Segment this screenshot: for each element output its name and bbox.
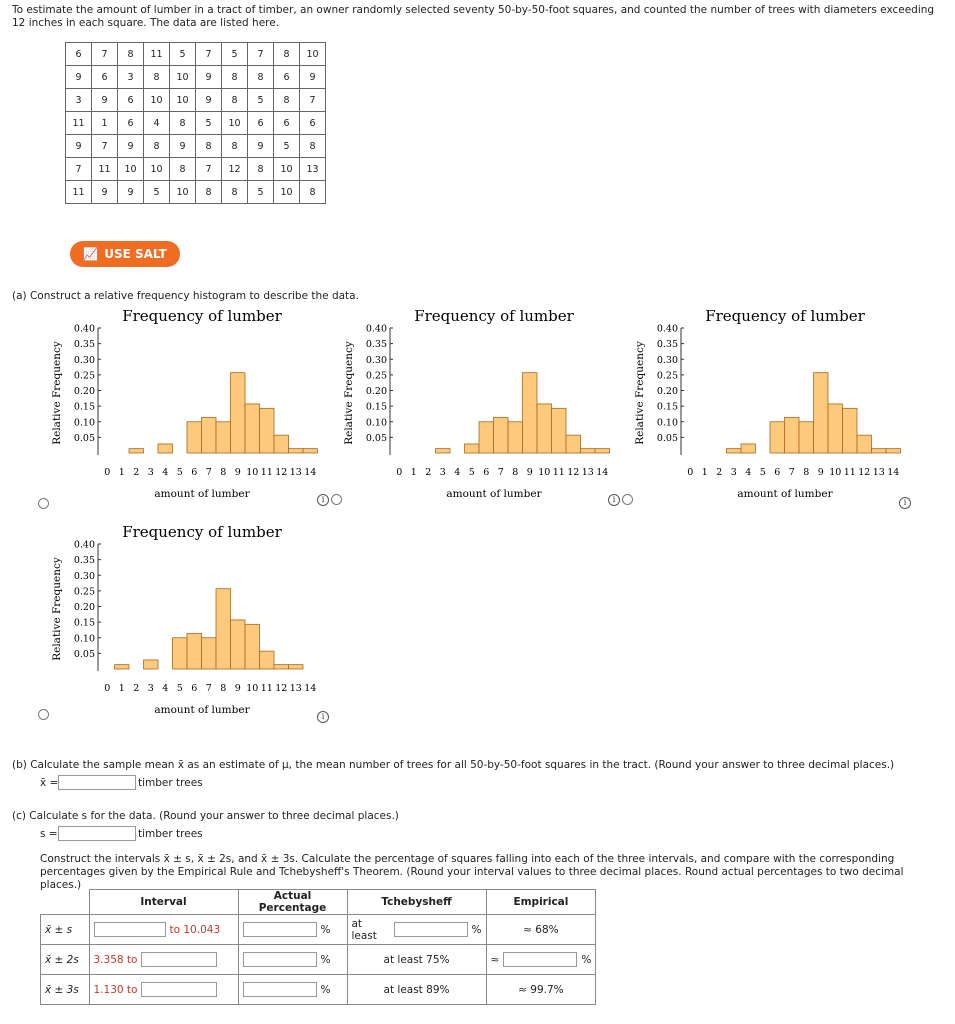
grid-cell: 10 — [274, 181, 300, 204]
grid-cell: 3 — [118, 66, 144, 89]
histogram-bar — [770, 422, 785, 453]
interval-upper-input[interactable] — [141, 952, 217, 967]
grid-cell: 6 — [274, 66, 300, 89]
histogram-bar — [202, 638, 217, 669]
grid-cell: 8 — [274, 43, 300, 66]
x-axis-label: amount of lumber — [154, 704, 250, 716]
y-tick-label: 0.25 — [656, 370, 678, 382]
salt-label: USE SALT — [104, 247, 167, 261]
table-row — [41, 945, 596, 975]
y-tick-label: 0.40 — [365, 323, 387, 335]
x-tick-label: 11 — [260, 683, 273, 694]
table-row — [41, 975, 596, 1005]
interval-upper-input[interactable] — [141, 982, 217, 997]
grid-cell: 9 — [92, 89, 118, 112]
grid-cell: 8 — [300, 135, 326, 158]
grid-cell: 9 — [66, 135, 92, 158]
x-tick-label: 13 — [581, 467, 594, 478]
pct-sign: % — [320, 953, 331, 966]
histogram-bar — [566, 435, 581, 453]
x-tick-label: 3 — [147, 683, 154, 694]
row-label: x̄ ± s — [41, 915, 90, 945]
y-tick-label: 0.20 — [73, 602, 95, 613]
x-tick-label: 9 — [817, 467, 824, 478]
x-tick-label: 4 — [162, 683, 169, 694]
histogram-bar — [436, 449, 451, 453]
grid-cell: 4 — [144, 112, 170, 135]
grid-cell: 8 — [274, 89, 300, 112]
histogram-bar — [231, 620, 246, 669]
construct-instructions: Construct the intervals x̄ ± s, x̄ ± 2s, and x̄ ± 3s. Calculate the percentage of squares falling into each of the three intervals, and compare with the corresponding percentages given by the Empirical Rule and Tchebysheff's Theorem. (Round your interval values to three decimal places. Round actual percentages to two decimal places.) — [40, 853, 904, 891]
grid-cell: 5 — [196, 112, 222, 135]
grid-cell: 5 — [170, 43, 196, 66]
grid-cell: 10 — [274, 158, 300, 181]
x-tick-label: 5 — [176, 467, 183, 478]
x-tick-label: 8 — [220, 467, 227, 478]
problem-intro: To estimate the amount of lumber in a tract of timber, an owner randomly selected seventy 50-by-50-foot squares, and counted the number of trees with diameters exceeding 12 inches in each square. The data are listed here. — [12, 4, 935, 29]
s-input[interactable] — [58, 826, 136, 841]
histogram-bar — [115, 665, 130, 669]
grid-cell: 10 — [144, 158, 170, 181]
y-tick-label: 0.20 — [656, 386, 678, 397]
pct-sign: % — [471, 923, 482, 936]
x-axis-label: amount of lumber — [154, 488, 250, 500]
x-tick-label: 10 — [829, 467, 842, 478]
x-tick-label: 3 — [147, 467, 154, 478]
grid-cell: 8 — [144, 66, 170, 89]
x-tick-label: 13 — [289, 683, 302, 694]
histogram-bar — [872, 449, 887, 453]
x-tick-label: 7 — [788, 467, 795, 478]
actual-pct-input[interactable] — [243, 922, 317, 937]
interval-lower: 3.358 to — [93, 953, 138, 966]
y-tick-label: 0.30 — [656, 354, 678, 366]
tcheb-text: at least 75% — [347, 945, 486, 975]
histogram-bar — [245, 624, 260, 669]
grid-cell: 8 — [196, 181, 222, 204]
histogram-bar — [303, 449, 318, 453]
x-axis-label: amount of lumber — [737, 488, 833, 500]
data-grid — [65, 42, 326, 204]
grid-cell: 1 — [92, 112, 118, 135]
x-tick-label: 13 — [289, 467, 302, 478]
histogram-bar — [727, 449, 742, 453]
col-interval: Interval — [89, 890, 238, 915]
grid-cell: 8 — [170, 158, 196, 181]
grid-cell: 9 — [196, 89, 222, 112]
x-tick-label: 8 — [512, 467, 519, 478]
x-tick-label: 1 — [410, 467, 417, 478]
y-tick-label: 0.05 — [656, 432, 678, 444]
x-tick-label: 3 — [439, 467, 446, 478]
grid-cell: 6 — [118, 89, 144, 112]
salt-icon: 📈 — [83, 247, 99, 261]
histogram-bar — [173, 638, 188, 669]
x-tick-label: 0 — [396, 467, 403, 478]
histogram-option-4 — [40, 519, 330, 724]
histogram-bar — [494, 417, 509, 453]
col-tchebysheff: Tchebysheff — [347, 890, 486, 915]
grid-cell: 12 — [222, 158, 248, 181]
x-tick-label: 2 — [133, 683, 140, 694]
part-b-text: (b) Calculate the sample mean x̄ as an estimate of μ, the mean number of trees for all 50-by-50-foot squares in the tract. (Round your answer to three decimal places.) — [12, 759, 895, 771]
grid-cell: 9 — [118, 181, 144, 204]
histogram-bar — [843, 408, 858, 453]
info-icon[interactable]: i — [317, 494, 329, 506]
x-tick-label: 13 — [872, 467, 885, 478]
interval-lower-input[interactable] — [94, 922, 166, 937]
x-tick-label: 14 — [596, 467, 609, 478]
histogram-bar — [187, 422, 202, 453]
x-tick-label: 10 — [246, 683, 259, 694]
x-tick-label: 0 — [687, 467, 694, 478]
info-icon[interactable]: i — [608, 494, 620, 506]
grid-cell: 6 — [274, 112, 300, 135]
x-tick-label: 6 — [191, 683, 198, 694]
row-label: x̄ ± 3s — [41, 975, 90, 1005]
grid-cell: 10 — [170, 89, 196, 112]
grid-cell: 9 — [196, 66, 222, 89]
y-tick-label: 0.25 — [73, 370, 95, 382]
grid-cell: 9 — [118, 135, 144, 158]
grid-row — [66, 181, 326, 204]
x-tick-label: 12 — [858, 467, 871, 478]
grid-cell: 6 — [92, 66, 118, 89]
histogram-bar — [158, 444, 173, 453]
x-tick-label: 1 — [118, 683, 125, 694]
histogram-bar — [187, 633, 202, 669]
histogram-option-1 — [40, 303, 330, 508]
xbar-input[interactable] — [58, 775, 136, 790]
xbar-unit: timber trees — [138, 777, 203, 789]
radio-option-1[interactable] — [38, 498, 49, 509]
y-tick-label: 0.15 — [365, 401, 387, 413]
x-tick-label: 12 — [275, 467, 288, 478]
y-tick-label: 0.35 — [656, 339, 678, 351]
grid-cell: 11 — [144, 43, 170, 66]
y-tick-label: 0.25 — [73, 586, 95, 598]
y-tick-label: 0.25 — [365, 370, 387, 382]
y-tick-label: 0.40 — [73, 539, 95, 551]
x-tick-label: 7 — [205, 683, 212, 694]
y-tick-label: 0.05 — [73, 432, 95, 444]
grid-cell: 8 — [248, 66, 274, 89]
y-tick-label: 0.35 — [365, 339, 387, 351]
x-tick-label: 9 — [234, 467, 241, 478]
y-axis-label: Relative Frequency — [51, 557, 63, 661]
chart-title: Frequency of lumber — [122, 523, 282, 541]
grid-cell: 10 — [170, 181, 196, 204]
s-unit: timber trees — [138, 828, 203, 840]
grid-cell: 11 — [66, 181, 92, 204]
grid-cell: 5 — [248, 89, 274, 112]
grid-cell: 5 — [274, 135, 300, 158]
histogram-bar — [260, 651, 275, 669]
histogram-bar — [785, 417, 800, 453]
y-axis-label: Relative Frequency — [343, 341, 355, 445]
grid-cell: 10 — [118, 158, 144, 181]
histogram-option-3 — [623, 303, 913, 508]
y-tick-label: 0.20 — [73, 386, 95, 397]
grid-cell: 6 — [118, 112, 144, 135]
grid-cell: 10 — [300, 43, 326, 66]
x-tick-label: 0 — [104, 467, 111, 478]
x-tick-label: 9 — [234, 683, 241, 694]
x-tick-label: 4 — [745, 467, 752, 478]
histogram-bar — [260, 408, 275, 453]
grid-cell: 10 — [144, 89, 170, 112]
histogram-bar — [552, 408, 567, 453]
radio-option-3[interactable] — [622, 494, 633, 505]
grid-row — [66, 158, 326, 181]
x-tick-label: 9 — [526, 467, 533, 478]
x-tick-label: 12 — [275, 683, 288, 694]
grid-cell: 9 — [92, 181, 118, 204]
x-tick-label: 14 — [304, 467, 317, 478]
grid-cell: 11 — [92, 158, 118, 181]
tcheb-text: at least 89% — [347, 975, 486, 1005]
y-tick-label: 0.10 — [365, 417, 387, 429]
grid-cell: 8 — [196, 135, 222, 158]
x-tick-label: 10 — [538, 467, 551, 478]
grid-cell: 7 — [248, 43, 274, 66]
grid-cell: 8 — [170, 112, 196, 135]
radio-option-4[interactable] — [38, 709, 49, 720]
tcheb-text: at least — [351, 917, 377, 942]
y-tick-label: 0.15 — [73, 401, 95, 413]
histogram-bar — [523, 373, 538, 453]
y-tick-label: 0.40 — [656, 323, 678, 335]
x-tick-label: 4 — [162, 467, 169, 478]
y-tick-label: 0.10 — [73, 417, 95, 429]
y-tick-label: 0.30 — [73, 354, 95, 366]
info-icon[interactable]: i — [899, 497, 911, 509]
grid-cell: 8 — [222, 89, 248, 112]
grid-cell: 8 — [222, 66, 248, 89]
x-tick-label: 5 — [759, 467, 766, 478]
chart-title: Frequency of lumber — [705, 307, 865, 325]
histogram-bar — [274, 435, 289, 453]
pct-sign: % — [320, 983, 331, 996]
grid-row — [66, 43, 326, 66]
histogram-bar — [886, 449, 901, 453]
y-tick-label: 0.10 — [73, 633, 95, 645]
tcheb-input[interactable] — [394, 922, 467, 937]
x-tick-label: 10 — [246, 467, 259, 478]
grid-cell: 7 — [92, 43, 118, 66]
x-tick-label: 11 — [260, 467, 273, 478]
grid-cell: 8 — [144, 135, 170, 158]
grid-cell: 8 — [222, 135, 248, 158]
grid-cell: 3 — [66, 89, 92, 112]
histogram-bar — [828, 404, 843, 453]
grid-cell: 9 — [170, 135, 196, 158]
histogram-bar — [274, 665, 289, 669]
histogram-bar — [814, 373, 829, 453]
grid-cell: 5 — [248, 181, 274, 204]
grid-cell: 9 — [248, 135, 274, 158]
col-empirical: Empirical — [486, 890, 596, 915]
histogram-bar — [508, 422, 523, 453]
radio-option-2[interactable] — [331, 494, 342, 505]
histogram-bar — [741, 444, 756, 453]
histogram-bar — [595, 449, 610, 453]
part-c-text: (c) Calculate s for the data. (Round your answer to three decimal places.) — [12, 810, 399, 822]
grid-cell: 10 — [222, 112, 248, 135]
histogram-bar — [857, 435, 872, 453]
x-tick-label: 14 — [304, 683, 317, 694]
x-tick-label: 1 — [701, 467, 708, 478]
histogram-bar — [289, 449, 304, 453]
grid-cell: 7 — [196, 158, 222, 181]
part-a-text: (a) Construct a relative frequency histogram to describe the data. — [12, 290, 359, 302]
grid-cell: 10 — [170, 66, 196, 89]
histogram-bar — [129, 449, 144, 453]
x-tick-label: 5 — [176, 683, 183, 694]
histogram-bar — [231, 373, 246, 453]
grid-cell: 5 — [144, 181, 170, 204]
xbar-label: x̄ = — [40, 777, 59, 789]
approx-sign: ≈ — [490, 953, 500, 966]
grid-cell: 6 — [300, 112, 326, 135]
grid-cell: 11 — [66, 112, 92, 135]
histogram-bar — [216, 589, 231, 669]
x-tick-label: 6 — [774, 467, 781, 478]
x-tick-label: 7 — [497, 467, 504, 478]
grid-cell: 7 — [66, 158, 92, 181]
row-label: x̄ ± 2s — [41, 945, 90, 975]
grid-row — [66, 112, 326, 135]
empirical-value: ≈ 99.7% — [486, 975, 596, 1005]
grid-cell: 7 — [196, 43, 222, 66]
x-tick-label: 4 — [454, 467, 461, 478]
x-tick-label: 0 — [104, 683, 111, 694]
grid-cell: 13 — [300, 158, 326, 181]
x-tick-label: 2 — [716, 467, 723, 478]
grid-cell: 6 — [248, 112, 274, 135]
histogram-bar — [245, 404, 260, 453]
x-tick-label: 1 — [118, 467, 125, 478]
pct-sign: % — [581, 953, 592, 966]
x-tick-label: 14 — [887, 467, 900, 478]
col-actual: Actual Percentage — [238, 890, 347, 915]
y-tick-label: 0.30 — [73, 570, 95, 582]
x-axis-label: amount of lumber — [446, 488, 542, 500]
grid-cell: 8 — [300, 181, 326, 204]
histogram-bar — [581, 449, 596, 453]
chart-title: Frequency of lumber — [122, 307, 282, 325]
grid-cell: 7 — [300, 89, 326, 112]
histogram-bar — [537, 404, 552, 453]
y-tick-label: 0.20 — [365, 386, 387, 397]
x-tick-label: 12 — [567, 467, 580, 478]
x-tick-label: 8 — [803, 467, 810, 478]
x-tick-label: 6 — [483, 467, 490, 478]
x-tick-label: 11 — [843, 467, 856, 478]
y-tick-label: 0.05 — [73, 648, 95, 660]
y-tick-label: 0.30 — [365, 354, 387, 366]
grid-cell: 8 — [118, 43, 144, 66]
grid-cell: 9 — [300, 66, 326, 89]
pct-sign: % — [320, 923, 331, 936]
interval-upper: to 10.043 — [169, 923, 221, 936]
y-tick-label: 0.35 — [73, 339, 95, 351]
histogram-bar — [216, 422, 231, 453]
histogram-bar — [144, 660, 159, 669]
y-axis-label: Relative Frequency — [634, 341, 646, 445]
empirical-input[interactable] — [503, 952, 577, 967]
x-tick-label: 11 — [552, 467, 565, 478]
x-tick-label: 6 — [191, 467, 198, 478]
x-tick-label: 5 — [468, 467, 475, 478]
grid-cell: 8 — [248, 158, 274, 181]
grid-row — [66, 135, 326, 158]
empirical-value: ≈ 68% — [486, 915, 596, 945]
histogram-bar — [202, 417, 217, 453]
chart-title: Frequency of lumber — [414, 307, 574, 325]
y-tick-label: 0.15 — [73, 617, 95, 629]
grid-cell: 8 — [222, 181, 248, 204]
y-tick-label: 0.15 — [656, 401, 678, 413]
s-label: s = — [40, 828, 58, 840]
grid-cell: 7 — [92, 135, 118, 158]
histogram-bar — [465, 444, 480, 453]
actual-pct-input[interactable] — [243, 982, 317, 997]
y-tick-label: 0.10 — [656, 417, 678, 429]
use-salt-button[interactable] — [70, 241, 180, 267]
x-tick-label: 3 — [730, 467, 737, 478]
grid-row — [66, 66, 326, 89]
histogram-bar — [799, 422, 814, 453]
y-tick-label: 0.05 — [365, 432, 387, 444]
grid-cell: 5 — [222, 43, 248, 66]
table-row — [41, 915, 596, 945]
y-tick-label: 0.35 — [73, 555, 95, 567]
histogram-bar — [289, 665, 304, 669]
interval-lower: 1.130 to — [93, 983, 138, 996]
histogram-option-2 — [332, 303, 622, 508]
grid-row — [66, 89, 326, 112]
y-axis-label: Relative Frequency — [51, 341, 63, 445]
interval-table — [40, 889, 596, 1005]
grid-cell: 6 — [66, 43, 92, 66]
x-tick-label: 2 — [425, 467, 432, 478]
actual-pct-input[interactable] — [243, 952, 317, 967]
y-tick-label: 0.40 — [73, 323, 95, 335]
grid-cell: 9 — [66, 66, 92, 89]
x-tick-label: 7 — [205, 467, 212, 478]
info-icon[interactable]: i — [317, 711, 329, 723]
histogram-bar — [479, 422, 494, 453]
x-tick-label: 2 — [133, 467, 140, 478]
x-tick-label: 8 — [220, 683, 227, 694]
